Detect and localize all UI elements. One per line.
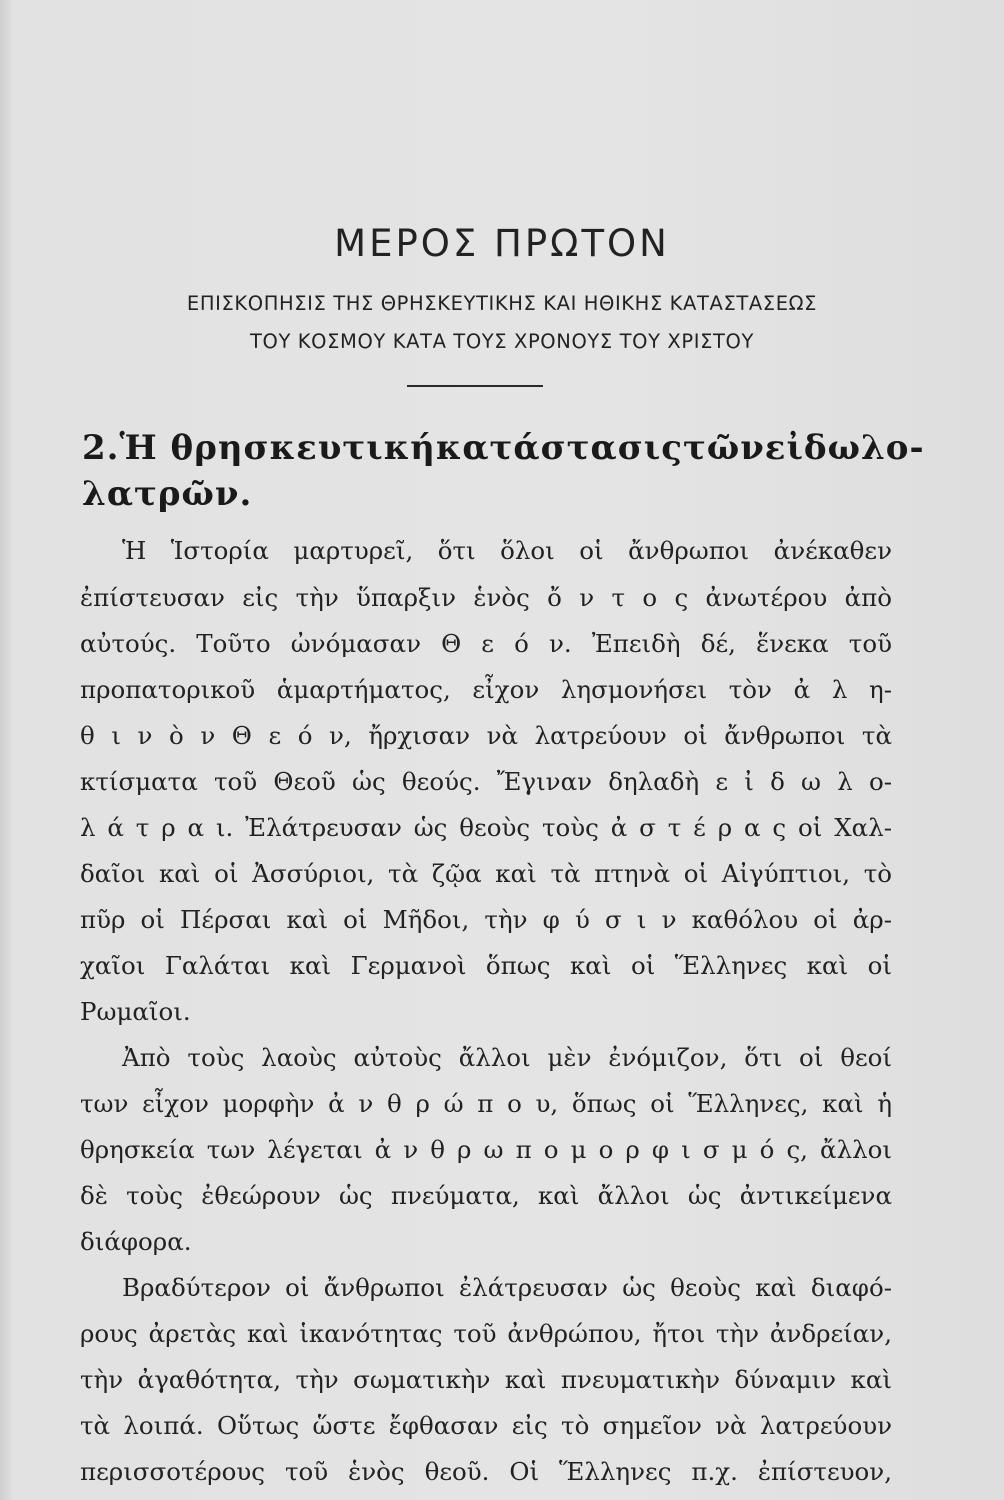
paragraph-1-line: προπατορικοῦ ἁμαρτήματος, εἶχον λησμονήσει τὸν ἀ λ η- bbox=[80, 675, 892, 704]
paragraph-1-line: θ ι ν ὸ ν Θ ε ό ν, ἤρχισαν νὰ λατρεύουν οἱ ἄνθρωποι τὰ bbox=[80, 721, 892, 750]
paragraph-2-line: θρησκεία των λέγεται ἀ ν θ ρ ω π ο μ ο ρ φ ι σ μ ό ς, ἄλλοι bbox=[80, 1135, 892, 1164]
subtitle-line-1: ΕΠΙΣΚΟΠΗΣΙΣ ΤΗΣ ΘΡΗΣΚΕΥΤΙΚΗΣ ΚΑΙ ΗΘΙΚΗΣ ΚΑΤΑΣΤΑΣΕΩΣ bbox=[186, 292, 818, 315]
subtitle-line-2: ΤΟΥ ΚΟΣΜΟΥ ΚΑΤΑ ΤΟΥΣ ΧΡΟΝΟΥΣ ΤΟΥ ΧΡΙΣΤΟΥ bbox=[250, 330, 754, 353]
paragraph-3-line: περισσοτέρους τοῦ ἑνὸς θεοῦ. Οἱ Ἕλληνες π.χ. ἐπίστευον, bbox=[80, 1457, 892, 1486]
paragraph-2-line: διάφορα. bbox=[80, 1227, 192, 1256]
paragraph-3-line: τὴν ἀγαθότητα, τὴν σωματικὴν καὶ πνευματικὴν δύναμιν καὶ bbox=[80, 1365, 892, 1394]
paragraph-3-line: τὰ λοιπά. Οὕτως ὥστε ἔφθασαν εἰς τὸ σημεῖον νὰ λατρεύουν bbox=[80, 1411, 892, 1440]
title-divider bbox=[407, 385, 543, 387]
section-heading-word: Ἡ θρησκευτική bbox=[119, 428, 436, 468]
section-number: 2. bbox=[82, 428, 120, 468]
section-heading-word: κατάστασις bbox=[435, 428, 683, 468]
part-title: ΜΕΡΟΣ ΠΡΩΤΟΝ bbox=[334, 222, 670, 265]
paragraph-3-line: Βραδύτερον οἱ ἄνθρωποι ἐλάτρευσαν ὡς θεοὺς καὶ διαφό- bbox=[122, 1273, 892, 1302]
paragraph-2-line: δὲ τοὺς ἐθεώρουν ὡς πνεύματα, καὶ ἄλλοι ὡς ἀντικείμενα bbox=[80, 1181, 892, 1210]
paragraph-1-line: ἐπίστευσαν εἰς τὴν ὕπαρξιν ἑνὸς ὄ ν τ ο ς ἀνωτέρου ἀπὸ bbox=[80, 583, 892, 612]
section-heading-word: εἰδωλο- bbox=[764, 428, 925, 468]
section-heading bbox=[82, 428, 925, 468]
paragraph-1-line: λ ά τ ρ α ι. Ἐλάτρευσαν ὡς θεοὺς τοὺς ἀ σ τ έ ρ α ς οἱ Χαλ- bbox=[80, 813, 892, 842]
paragraph-1-line: Ἡ Ἱστορία μαρτυρεῖ, ὅτι ὅλοι οἱ ἄνθρωποι ἀνέκαθεν bbox=[122, 536, 892, 565]
paragraph-2-line: των εἶχον μορφὴν ἀ ν θ ρ ώ π ο υ, ὅπως οἱ Ἕλληνες, καὶ ἡ bbox=[80, 1089, 892, 1118]
paragraph-3-line: ρους ἀρετὰς καὶ ἱκανότητας τοῦ ἀνθρώπου, ἤτοι τὴν ἀνδρείαν, bbox=[80, 1319, 892, 1348]
section-heading-word: τῶν bbox=[682, 428, 765, 468]
paragraph-1-line: αὐτούς. Τοῦτο ὠνόμασαν Θ ε ό ν. Ἐπειδὴ δέ, ἕνεκα τοῦ bbox=[80, 629, 892, 658]
paragraph-1-line: κτίσματα τοῦ Θεοῦ ὡς θεούς. Ἔγιναν δηλαδὴ ε ἰ δ ω λ ο- bbox=[80, 767, 892, 796]
paragraph-1-line: χαῖοι Γαλάται καὶ Γερμανοὶ ὅπως καὶ οἱ Ἕλληνες καὶ οἱ bbox=[80, 951, 892, 980]
section-heading-continuation: λατρῶν. bbox=[82, 474, 253, 514]
paragraph-2-line: Ἀπὸ τοὺς λαοὺς αὐτοὺς ἄλλοι μὲν ἐνόμιζον, ὅτι οἱ θεοί bbox=[122, 1043, 892, 1072]
paragraph-1-line: Ρωμαῖοι. bbox=[80, 997, 191, 1026]
paragraph-1-line: πῦρ οἱ Πέρσαι καὶ οἱ Μῆδοι, τὴν φ ύ σ ι ν καθόλου οἱ ἀρ- bbox=[80, 905, 892, 934]
paragraph-1-line: δαῖοι καὶ οἱ Ἀσσύριοι, τὰ ζῷα καὶ τὰ πτηνὰ οἱ Αἰγύπτιοι, τὸ bbox=[80, 859, 892, 888]
